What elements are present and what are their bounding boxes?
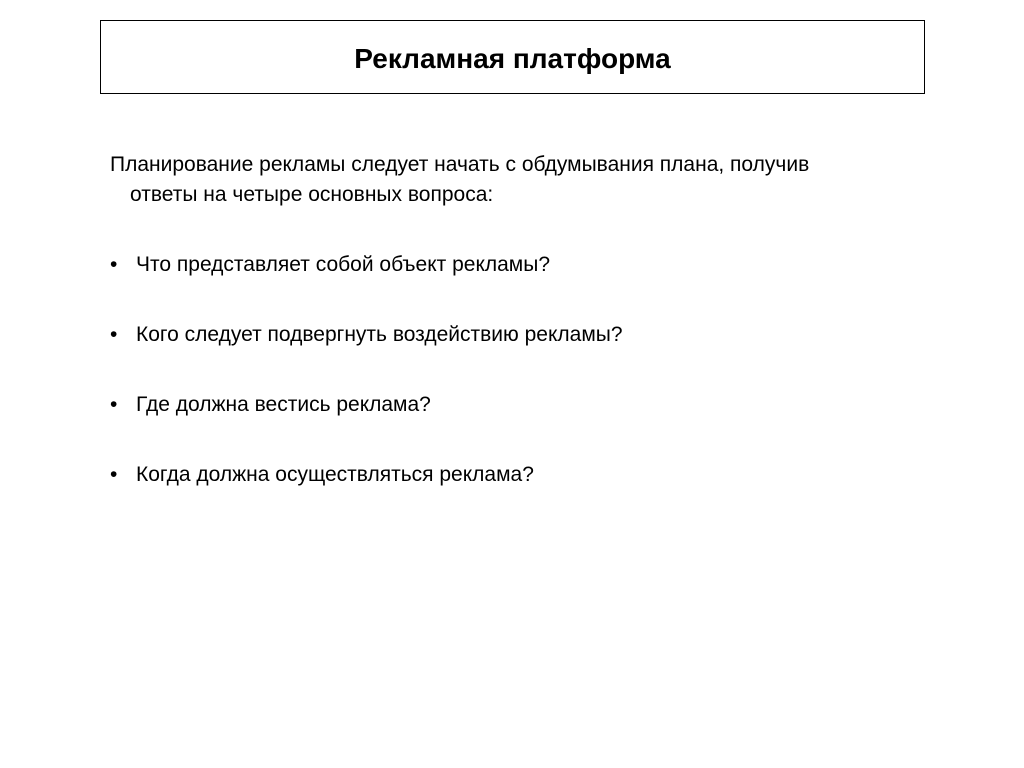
question-text: Что представляет собой объект рекламы? xyxy=(136,253,551,276)
question-text: Когда должна осуществляться реклама? xyxy=(136,463,534,486)
question-text: Где должна вестись реклама? xyxy=(136,393,431,416)
question-list xyxy=(110,250,960,530)
bullet-icon: • xyxy=(110,393,118,416)
intro-line-1: Планирование рекламы следует начать с обдумывания плана, получив xyxy=(110,153,810,176)
list-item xyxy=(110,250,960,320)
intro-line-2: ответы на четыре основных вопроса: xyxy=(130,183,494,206)
bullet-icon: • xyxy=(110,253,118,276)
bullet-icon: • xyxy=(110,463,118,486)
title-box xyxy=(100,20,925,94)
slide-title: Рекламная платформа xyxy=(354,43,671,74)
question-text: Кого следует подвергнуть воздействию рекламы? xyxy=(136,323,623,346)
bullet-icon: • xyxy=(110,323,118,346)
list-item xyxy=(110,390,960,460)
list-item xyxy=(110,460,960,530)
list-item xyxy=(110,320,960,390)
intro-paragraph xyxy=(110,150,960,210)
